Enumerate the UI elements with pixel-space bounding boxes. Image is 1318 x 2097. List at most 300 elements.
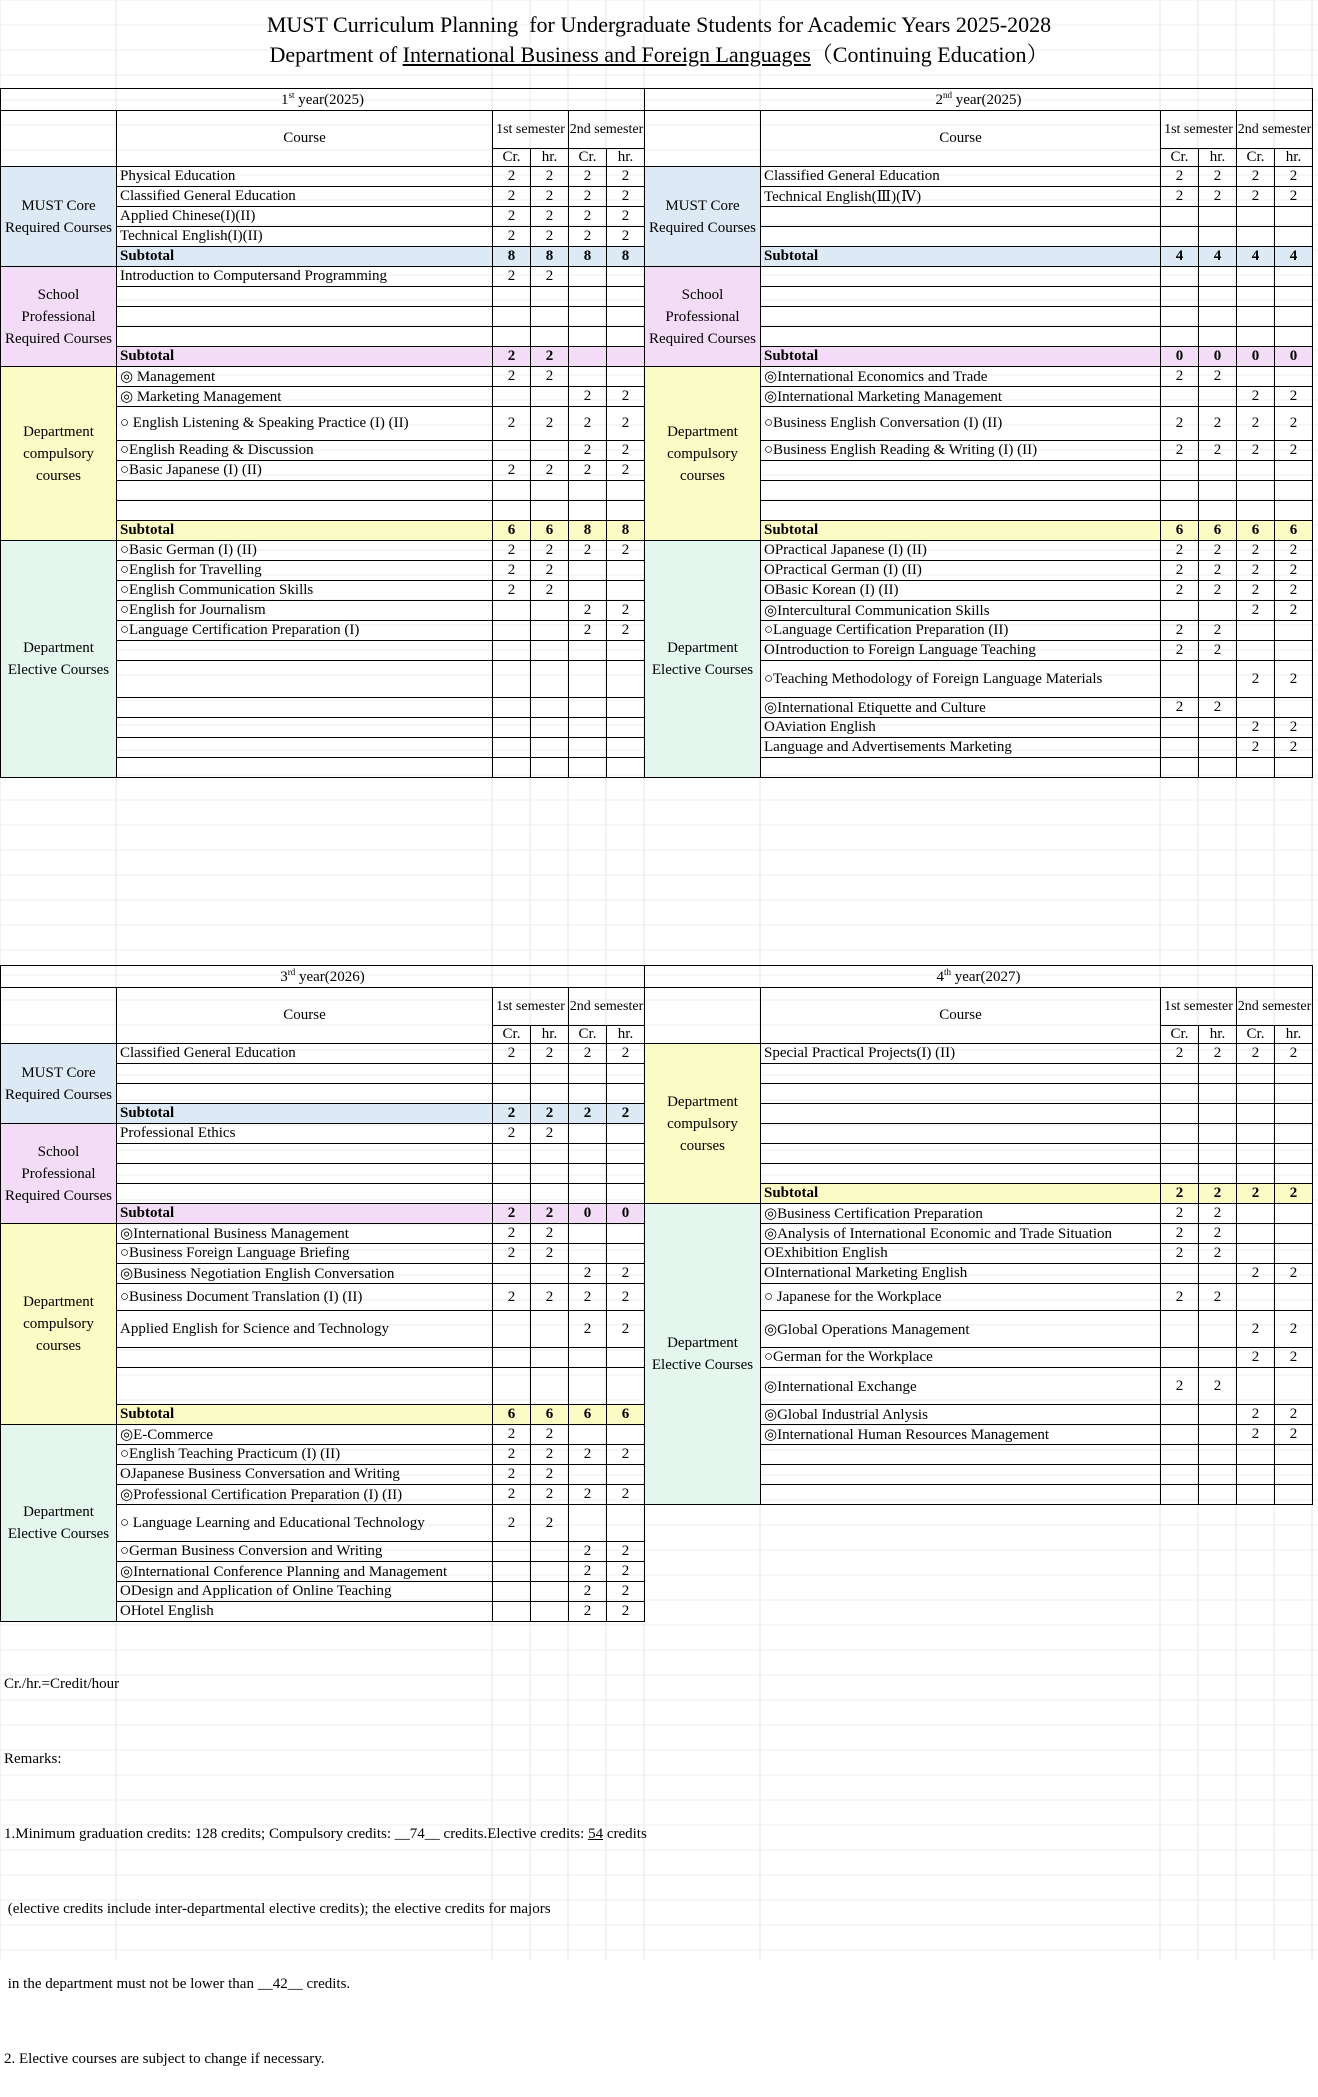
sem2-credit: 2: [1237, 387, 1275, 407]
sem2-credit: 2: [569, 621, 607, 641]
sem2-hour: [1275, 461, 1313, 481]
table-row: [1, 541, 1313, 561]
empty-cell: [761, 1562, 1161, 1582]
course-name: [761, 1064, 1161, 1084]
subtotal-label: Subtotal: [117, 1104, 493, 1124]
empty-cell: [645, 1562, 761, 1582]
sem2-hour: [607, 1244, 645, 1264]
sem1-hour: 2: [1199, 1368, 1237, 1405]
year-suffix: year(2025): [294, 92, 365, 108]
sem1-hr-header: hr.: [531, 1026, 569, 1044]
sem2-hour: [607, 1348, 645, 1368]
sem1-cr-header: Cr.: [493, 149, 531, 167]
sem2-hour: 2: [607, 621, 645, 641]
sem1-hour: [1199, 661, 1237, 698]
subtotal-sem2-credit: 0: [1237, 347, 1275, 367]
sem2-credit: [1237, 207, 1275, 227]
sem2-credit: [569, 1084, 607, 1104]
sem2-hour: [1275, 1224, 1313, 1244]
course-name: OPractical Japanese (I) (II): [761, 541, 1161, 561]
sem2-hour: 2: [607, 1542, 645, 1562]
sem1-credit: 2: [1161, 698, 1199, 718]
course-name: Professional Ethics: [117, 1124, 493, 1144]
sem1-credit: [1161, 738, 1199, 758]
sem1-hour: 2: [1199, 1244, 1237, 1264]
sem1-hour: 2: [1199, 407, 1237, 441]
sem1-credit: [1161, 1311, 1199, 1348]
course-name: [117, 1064, 493, 1084]
sem1-hour: 2: [1199, 1284, 1237, 1311]
sem2-credit: 2: [1237, 167, 1275, 187]
sem2-hour: 2: [607, 187, 645, 207]
sem1-hour: [1199, 758, 1237, 778]
course-name: [117, 327, 493, 347]
course-name: [761, 1084, 1161, 1104]
sem2-credit: 2: [1237, 561, 1275, 581]
sem2-credit: 2: [569, 387, 607, 407]
category-dept-elective: Department Elective Courses: [645, 541, 761, 778]
course-name: ◎Business Negotiation English Conversation: [117, 1264, 493, 1284]
course-name: [761, 267, 1161, 287]
sem1-hour: 2: [531, 407, 569, 441]
sem2-credit: [569, 1348, 607, 1368]
course-name: ○Business English Conversation (I) (II): [761, 407, 1161, 441]
subtotal-label: Subtotal: [117, 247, 493, 267]
course-name: ○Business Document Translation (I) (II): [117, 1284, 493, 1311]
sem2-credit: 2: [569, 187, 607, 207]
sem1-hour: 2: [1199, 541, 1237, 561]
sem2-hour: [607, 1224, 645, 1244]
sem1-hour: 2: [531, 1445, 569, 1465]
sem1-hour: 2: [1199, 698, 1237, 718]
sem2-credit: [569, 698, 607, 718]
sem2-hour: 2: [1275, 1425, 1313, 1445]
course-name: [117, 661, 493, 698]
sem1-hour: [531, 1084, 569, 1104]
sem1-hour: 2: [531, 207, 569, 227]
table-row: [1, 1505, 1313, 1542]
sem1-hour: 2: [531, 1284, 569, 1311]
sem1-credit: [1161, 267, 1199, 287]
category-school: School Professional Required Courses: [1, 1124, 117, 1224]
sem2-credit: [1237, 327, 1275, 347]
sem1-hour: 2: [531, 1425, 569, 1445]
course-name: ○English for Travelling: [117, 561, 493, 581]
sem2-hour: 2: [1275, 738, 1313, 758]
sem1-credit: [1161, 1084, 1199, 1104]
sem1-hour: [531, 1368, 569, 1405]
sem1-credit: [1161, 1465, 1199, 1485]
course-name: Classified General Education: [117, 1044, 493, 1064]
sem1-hour: [1199, 1348, 1237, 1368]
sem2-credit: [1237, 501, 1275, 521]
sem1-credit: 2: [1161, 641, 1199, 661]
year-number: 4: [936, 969, 944, 985]
sem2-hour: 2: [607, 1562, 645, 1582]
sem2-credit: [1237, 698, 1275, 718]
subtotal-sem1-credit: 2: [493, 1104, 531, 1124]
sem2-hour: 2: [607, 1582, 645, 1602]
sem1-hour: [531, 1144, 569, 1164]
empty-cell: [1275, 1582, 1313, 1602]
subtotal-sem2-hour: 6: [607, 1405, 645, 1425]
course-name: [761, 1164, 1161, 1184]
sem2-credit: [1237, 1485, 1275, 1505]
sem1-hour: 2: [1199, 1224, 1237, 1244]
department-line: [0, 40, 1318, 70]
course-name: ◎Analysis of International Economic and Trade Situation: [761, 1224, 1161, 1244]
sem2-hour: [1275, 1064, 1313, 1084]
subtotal-sem1-credit: 6: [493, 1405, 531, 1425]
table-row: [1, 1602, 1313, 1622]
sem2-credit: 2: [569, 1582, 607, 1602]
sem2-hour: 2: [607, 541, 645, 561]
sem1-hr-header: hr.: [1199, 149, 1237, 167]
category-dept-elective: Department Elective Courses: [645, 1204, 761, 1505]
department-suffix: （Continuing Education）: [810, 42, 1049, 67]
sem1-hour: 2: [531, 1485, 569, 1505]
empty-cell: [645, 1542, 761, 1562]
sem2-hour: 2: [1275, 601, 1313, 621]
sem2-credit: [1237, 307, 1275, 327]
sem1-cr-header: Cr.: [1161, 1026, 1199, 1044]
sem1-credit: [493, 621, 531, 641]
sem2-credit: 2: [569, 227, 607, 247]
sem1-hour: [1199, 1124, 1237, 1144]
empty-cell: [761, 1582, 1161, 1602]
sem1-hour: [1199, 267, 1237, 287]
empty-cell: [1199, 1602, 1237, 1622]
course-name: ◎International Etiquette and Culture: [761, 698, 1161, 718]
sem2-hour: [607, 287, 645, 307]
remark-1-text-3: credits: [603, 1826, 647, 1842]
sem1-credit: [1161, 501, 1199, 521]
department-name: International Business and Foreign Languages: [402, 42, 811, 67]
course-header: Course: [761, 111, 1161, 167]
course-name: Applied Chinese(I)(II): [117, 207, 493, 227]
sem1-credit: 2: [493, 367, 531, 387]
course-name: ○English Teaching Practicum (I) (II): [117, 1445, 493, 1465]
sem1-credit: [1161, 227, 1199, 247]
sem1-hour: 2: [1199, 441, 1237, 461]
subtotal-sem2-hour: [607, 347, 645, 367]
sem2-hour: 2: [607, 1485, 645, 1505]
sem1-hour: [1199, 738, 1237, 758]
table-row: [1, 1582, 1313, 1602]
sem2-credit: [569, 327, 607, 347]
category-dept-compulsory: Department compulsory courses: [645, 1044, 761, 1204]
sem1-credit: [1161, 207, 1199, 227]
sem2-hour: 2: [1275, 541, 1313, 561]
course-name: ○English Communication Skills: [117, 581, 493, 601]
sem2-hour: 2: [607, 441, 645, 461]
course-name: [761, 207, 1161, 227]
sem1-credit: [493, 501, 531, 521]
sem2-hour: [607, 561, 645, 581]
course-name: ODesign and Application of Online Teaching: [117, 1582, 493, 1602]
course-name: [761, 287, 1161, 307]
sem2-credit: [1237, 1124, 1275, 1144]
compulsory-credits: 74: [409, 1826, 425, 1842]
subtotal-sem2-hour: 8: [607, 247, 645, 267]
sem1-credit: 2: [493, 1224, 531, 1244]
year-header-y1: [1, 89, 645, 111]
sem1-hr-header: hr.: [1199, 1026, 1237, 1044]
sem1-hour: [531, 758, 569, 778]
course-name: ○ Japanese for the Workplace: [761, 1284, 1161, 1311]
sem2-hour: [1275, 1485, 1313, 1505]
sem1-hour: 2: [1199, 167, 1237, 187]
sem2-hour: [1275, 267, 1313, 287]
sem1-credit: [1161, 461, 1199, 481]
sem1-credit: 2: [1161, 1044, 1199, 1064]
sem2-credit: [569, 1368, 607, 1405]
sem1-hour: 2: [1199, 581, 1237, 601]
subtotal-sem2-hour: 8: [607, 521, 645, 541]
sem1-credit: [493, 327, 531, 347]
category-dept-compulsory: Department compulsory courses: [1, 1224, 117, 1425]
sem2-credit: 2: [1237, 1425, 1275, 1445]
sem2-credit: 2: [1237, 718, 1275, 738]
sem1-hour: [531, 307, 569, 327]
sem1-hour: [531, 1164, 569, 1184]
sem2-hour: [1275, 1368, 1313, 1405]
curriculum-table-years-3-4: [0, 965, 1313, 1622]
remarks-heading: Remarks:: [4, 1751, 62, 1767]
subtotal-sem1-credit: 2: [493, 347, 531, 367]
sem1-credit: 2: [1161, 561, 1199, 581]
sem1-credit: 2: [493, 1124, 531, 1144]
sem2-hour: [607, 267, 645, 287]
empty-cell: [1161, 1602, 1199, 1622]
sem1-hour: 2: [1199, 561, 1237, 581]
sem1-credit: [1161, 481, 1199, 501]
sem2-credit: [569, 718, 607, 738]
sem2-hour: [1275, 367, 1313, 387]
course-name: [761, 1144, 1161, 1164]
sem2-hour: [1275, 641, 1313, 661]
sem2-hr-header: hr.: [607, 1026, 645, 1044]
sem1-credit: 2: [493, 1485, 531, 1505]
sem1-credit: [493, 1368, 531, 1405]
sem1-credit: [493, 1602, 531, 1622]
abbreviation-note: Cr./hr.=Credit/hour: [4, 1676, 120, 1692]
sem1-credit: 2: [493, 1284, 531, 1311]
sem2-credit: 2: [569, 1445, 607, 1465]
sem2-credit: 2: [569, 441, 607, 461]
sem1-credit: [493, 1264, 531, 1284]
sem2-hour: 2: [1275, 561, 1313, 581]
sem1-hour: [1199, 387, 1237, 407]
sem2-hour: 2: [607, 207, 645, 227]
course-name: ○Basic Japanese (I) (II): [117, 461, 493, 481]
course-name: [117, 481, 493, 501]
sem2-hour: [1275, 698, 1313, 718]
sem1-credit: [493, 698, 531, 718]
subtotal-label: Subtotal: [761, 1184, 1161, 1204]
sem1-credit: 2: [1161, 407, 1199, 441]
empty-cell: [1275, 1562, 1313, 1582]
sem1-hour: [531, 387, 569, 407]
sem1-credit: [493, 1184, 531, 1204]
category-core: MUST Core Required Courses: [1, 167, 117, 267]
sem1-cr-header: Cr.: [1161, 149, 1199, 167]
course-name: [761, 1485, 1161, 1505]
sem1-hour: [531, 501, 569, 521]
sem1-credit: [493, 1144, 531, 1164]
empty-cell: [761, 1602, 1161, 1622]
subtotal-sem1-hour: 6: [1199, 521, 1237, 541]
remarks-section: [4, 1622, 647, 2097]
sem2-credit: [569, 481, 607, 501]
sem2-credit: [569, 1465, 607, 1485]
sem2-hour: [607, 307, 645, 327]
sem1-hour: 2: [531, 541, 569, 561]
sem2-hour: [1275, 758, 1313, 778]
sem2-credit: 2: [1237, 407, 1275, 441]
subtotal-sem1-hour: 6: [531, 1405, 569, 1425]
course-name: ◎Business Certification Preparation: [761, 1204, 1161, 1224]
table-row: [1, 1562, 1313, 1582]
sem2-hour: [607, 738, 645, 758]
department-prefix: Department of: [269, 42, 403, 67]
course-name: ○English Reading & Discussion: [117, 441, 493, 461]
course-name: Special Practical Projects(I) (II): [761, 1044, 1161, 1064]
sem2-hour: [607, 1465, 645, 1485]
subtotal-sem2-credit: 8: [569, 247, 607, 267]
course-name: Language and Advertisements Marketing: [761, 738, 1161, 758]
sem1-hour: [531, 661, 569, 698]
sem1-hour: [1199, 718, 1237, 738]
subtotal-sem2-credit: 0: [569, 1204, 607, 1224]
sem1-credit: 2: [493, 581, 531, 601]
course-name: [761, 1465, 1161, 1485]
course-name: [117, 501, 493, 521]
course-name: Classified General Education: [761, 167, 1161, 187]
sem1-credit: [1161, 1445, 1199, 1465]
subtotal-sem1-credit: 0: [1161, 347, 1199, 367]
empty-cell: [1161, 1542, 1199, 1562]
sem1-credit: [1161, 661, 1199, 698]
sem2-hour: 2: [607, 1311, 645, 1348]
sem1-hour: [1199, 601, 1237, 621]
sem1-credit: 2: [493, 187, 531, 207]
sem2-credit: [1237, 641, 1275, 661]
empty-cell: [645, 1505, 761, 1542]
sem2-hour: 2: [1275, 1405, 1313, 1425]
sem2-hour: [1275, 1084, 1313, 1104]
sem1-hour: [531, 1582, 569, 1602]
course-name: [117, 758, 493, 778]
document-title: MUST Curriculum Planning for Undergraduate Students for Academic Years 2025-2028: [266, 12, 1052, 37]
second-semester-header: 2nd semester: [1237, 111, 1313, 149]
sem2-credit: [1237, 1465, 1275, 1485]
subtotal-sem2-hour: 0: [1275, 347, 1313, 367]
subtotal-sem1-hour: 2: [531, 1204, 569, 1224]
sem2-credit: [569, 1124, 607, 1144]
sem2-credit: [1237, 287, 1275, 307]
sem2-credit: [569, 1144, 607, 1164]
sem2-credit: 2: [569, 461, 607, 481]
sem2-credit: 2: [569, 1044, 607, 1064]
course-name: [117, 641, 493, 661]
sem1-hour: [1199, 327, 1237, 347]
first-semester-header: 1st semester: [493, 988, 569, 1026]
course-name: [117, 1164, 493, 1184]
sem2-credit: 2: [1237, 738, 1275, 758]
course-name: OBasic Korean (I) (II): [761, 581, 1161, 601]
sem1-credit: 2: [493, 1465, 531, 1485]
course-name: ◎ Marketing Management: [117, 387, 493, 407]
subtotal-label: Subtotal: [761, 347, 1161, 367]
sem2-hour: [607, 641, 645, 661]
sem2-credit: 2: [1237, 1264, 1275, 1284]
empty-cell: [1275, 1505, 1313, 1542]
year-number: 1: [280, 92, 289, 108]
sem2-hour: 2: [607, 227, 645, 247]
sem2-hour: 2: [607, 387, 645, 407]
subtotal-label: Subtotal: [117, 347, 493, 367]
empty-cell: [645, 1582, 761, 1602]
sem1-credit: 2: [493, 1425, 531, 1445]
sem1-hour: [1199, 1084, 1237, 1104]
course-name: [117, 1184, 493, 1204]
sem1-credit: 2: [1161, 1244, 1199, 1264]
sem1-credit: 2: [1161, 621, 1199, 641]
table-row: [1, 1204, 1313, 1224]
sem1-hour: 2: [531, 1224, 569, 1244]
sem2-credit: 2: [1237, 441, 1275, 461]
sem1-credit: [1161, 1124, 1199, 1144]
year-header-y2: [645, 89, 1313, 111]
course-name: ◎Professional Certification Preparation (I) (II): [117, 1485, 493, 1505]
sem2-hour: 2: [1275, 718, 1313, 738]
empty-cell: [761, 1505, 1161, 1542]
sem2-hour: [607, 718, 645, 738]
elective-credits: 54: [588, 1826, 604, 1842]
sem2-hour: [607, 758, 645, 778]
course-name: [761, 307, 1161, 327]
sem1-credit: [493, 601, 531, 621]
sem2-credit: 2: [1237, 601, 1275, 621]
sem1-hour: [1199, 1311, 1237, 1348]
course-name: [761, 1445, 1161, 1465]
subtotal-sem1-credit: 4: [1161, 247, 1199, 267]
sem1-credit: 2: [1161, 187, 1199, 207]
sem1-credit: 2: [493, 1244, 531, 1264]
table-row: [1, 167, 1313, 187]
sem2-credit: [1237, 758, 1275, 778]
second-semester-header: 2nd semester: [569, 988, 645, 1026]
sem1-credit: 2: [493, 1044, 531, 1064]
subtotal-sem2-hour: 4: [1275, 247, 1313, 267]
subtotal-sem2-credit: 2: [1237, 1184, 1275, 1204]
subtotal-label: Subtotal: [117, 1204, 493, 1224]
sem2-credit: 2: [569, 1542, 607, 1562]
sem2-hour: [1275, 327, 1313, 347]
course-name: [117, 738, 493, 758]
sem2-credit: [569, 267, 607, 287]
category-dept-elective: Department Elective Courses: [1, 541, 117, 778]
sem2-hour: 2: [607, 461, 645, 481]
sem2-credit: 2: [1237, 541, 1275, 561]
sem1-credit: [493, 758, 531, 778]
category-header-blank: [1, 111, 117, 167]
sem1-credit: 2: [1161, 541, 1199, 561]
course-name: ◎Global Operations Management: [761, 1311, 1161, 1348]
sem1-credit: 2: [1161, 1284, 1199, 1311]
sem2-hour: 2: [607, 1284, 645, 1311]
